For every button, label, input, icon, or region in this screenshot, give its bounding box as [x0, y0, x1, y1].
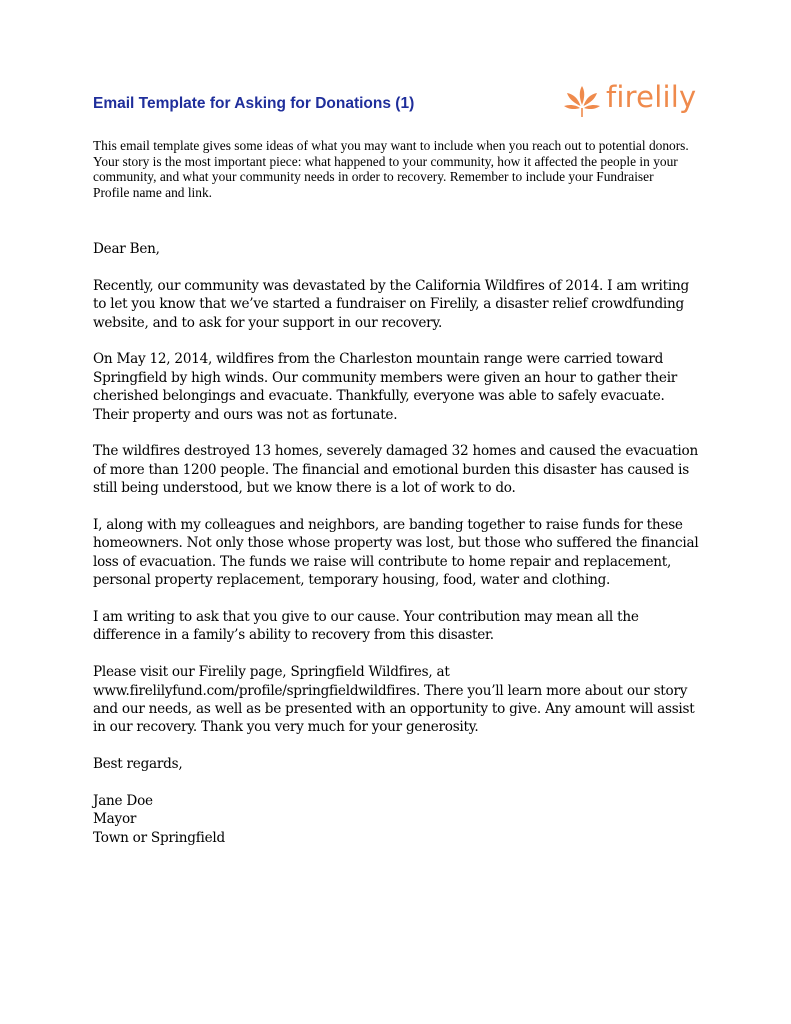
letter-signature — [93, 792, 703, 847]
signature-title: Mayor — [93, 811, 137, 828]
letter-paragraph: On May 12, 2014, wildfires from the Charleston mountain range were carried toward Springfield by high winds. Our community members were given an hour to gather their cherished belongings and evacuate. Thankfully, everyone was able to safely evacuate. Their property and ours was not as fortunate. — [93, 351, 678, 423]
letter-body — [93, 240, 703, 866]
signature-organization: Town or Springfield — [93, 829, 225, 846]
letter-paragraph: I, along with my colleagues and neighbors, are banding together to raise funds for these homeowners. Not only those whose property was lost, but those who suffered the financial loss of evacuation. The funds we raise will contribute to home repair and replacement, personal property replacement, temporary housing, food, water and clothing. — [93, 517, 699, 589]
letter-paragraph: Recently, our community was devastated by the California Wildfires of 2014. I am writing to let you know that we’ve started a fundraiser on Firelily, a disaster relief crowdfunding website, and to ask for your support in our recovery. — [93, 277, 689, 331]
logo-wordmark: firelily — [606, 80, 697, 114]
intro-text: This email template gives some ideas of what you may want to include when you reach out to potential donors. Your story is the most important piece: what happened to your community, how it affected the people in your community, and what your community needs in order to recovery. Remember to include your Fundraiser Profile name and link. — [93, 138, 689, 200]
letter-paragraph: Please visit our Firelily page, Springfield Wildfires, at www.firelilyfund.com/profile/springfieldwildfires. There you’ll learn more about our story and our needs, as well as be presented with an opportunity to give. Any amount will assist in our recovery. Thank you very much for your generosity. — [93, 664, 695, 736]
firelily-flower-icon — [562, 84, 602, 118]
firelily-logo — [562, 82, 702, 122]
page-title: Email Template for Asking for Donations (1) — [93, 95, 415, 112]
signature-name: Jane Doe — [93, 793, 153, 810]
letter-paragraph: The wildfires destroyed 13 homes, severely damaged 32 homes and caused the evacuation of more than 1200 people. The financial and emotional burden this disaster has caused is still being understood, but we know there is a lot of work to do. — [93, 443, 698, 497]
letter-greeting: Dear Ben, — [93, 241, 160, 257]
letter-paragraph: I am writing to ask that you give to our cause. Your contribution may mean all the difference in a family’s ability to recovery from this disaster. — [93, 609, 639, 644]
letter-closing: Best regards, — [93, 756, 183, 773]
